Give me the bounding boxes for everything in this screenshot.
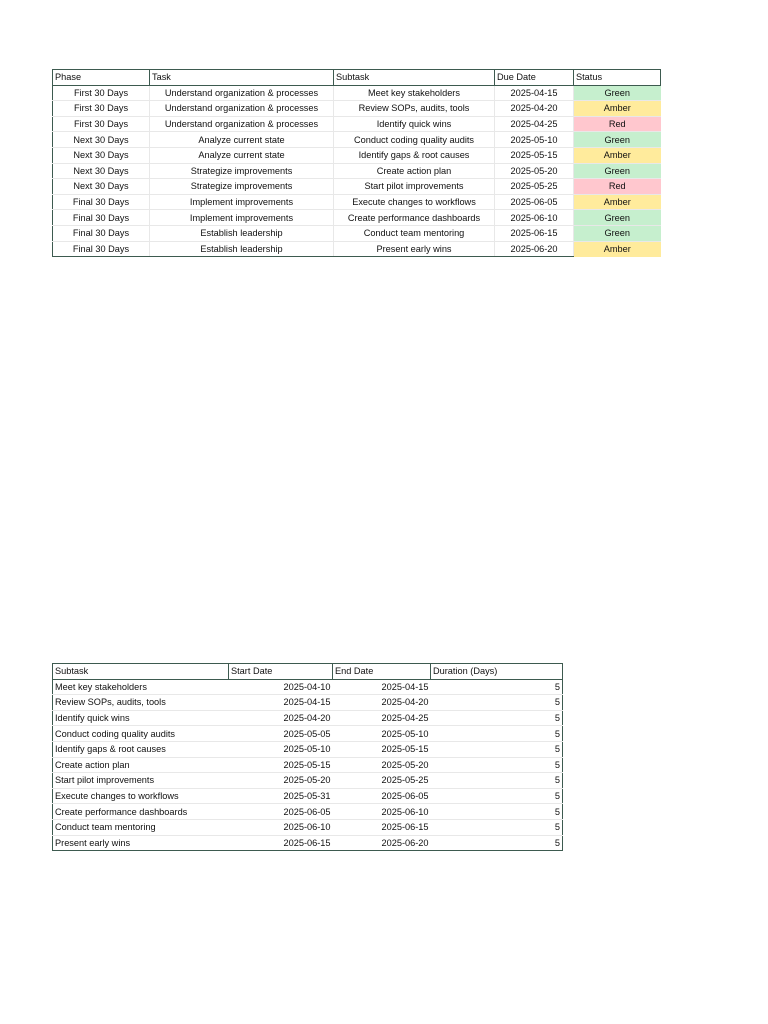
cell-start-date: 2025-06-05 <box>229 804 333 820</box>
cell-duration: 5 <box>431 757 563 773</box>
cell-start-date: 2025-04-10 <box>229 679 333 695</box>
table-row <box>53 116 661 132</box>
cell-subtask: Start pilot improvements <box>53 773 229 789</box>
cell-start-date: 2025-05-20 <box>229 773 333 789</box>
table-row <box>53 741 563 757</box>
plan-table <box>52 69 661 257</box>
cell-start-date: 2025-05-15 <box>229 757 333 773</box>
cell-duration: 5 <box>431 710 563 726</box>
cell-duration: 5 <box>431 773 563 789</box>
table-row <box>53 163 661 179</box>
cell-status: Amber <box>574 101 661 117</box>
table-row <box>53 194 661 210</box>
cell-subtask: Execute changes to workflows <box>334 194 495 210</box>
cell-phase: First 30 Days <box>53 85 150 101</box>
header-start-date: Start Date <box>229 664 333 680</box>
header-phase: Phase <box>53 70 150 86</box>
table-row <box>53 710 563 726</box>
cell-subtask: Conduct coding quality audits <box>53 726 229 742</box>
cell-subtask: Identify gaps & root causes <box>334 147 495 163</box>
table-row <box>53 788 563 804</box>
cell-subtask: Identify gaps & root causes <box>53 741 229 757</box>
cell-end-date: 2025-05-10 <box>333 726 431 742</box>
cell-task: Analyze current state <box>150 147 334 163</box>
table-row <box>53 210 661 226</box>
cell-subtask: Present early wins <box>53 835 229 851</box>
duration-table <box>52 663 563 851</box>
cell-task: Establish leadership <box>150 241 334 257</box>
cell-duration: 5 <box>431 679 563 695</box>
table-row <box>53 726 563 742</box>
cell-status: Green <box>574 225 661 241</box>
cell-due-date: 2025-05-10 <box>495 132 574 148</box>
cell-subtask: Review SOPs, audits, tools <box>334 101 495 117</box>
cell-duration: 5 <box>431 819 563 835</box>
table-row <box>53 757 563 773</box>
cell-subtask: Execute changes to workflows <box>53 788 229 804</box>
cell-end-date: 2025-06-15 <box>333 819 431 835</box>
cell-due-date: 2025-06-10 <box>495 210 574 226</box>
cell-end-date: 2025-04-25 <box>333 710 431 726</box>
cell-end-date: 2025-06-05 <box>333 788 431 804</box>
cell-start-date: 2025-04-15 <box>229 695 333 711</box>
cell-subtask: Review SOPs, audits, tools <box>53 695 229 711</box>
cell-phase: First 30 Days <box>53 101 150 117</box>
cell-subtask: Conduct coding quality audits <box>334 132 495 148</box>
cell-subtask: Create performance dashboards <box>53 804 229 820</box>
cell-duration: 5 <box>431 804 563 820</box>
cell-duration: 5 <box>431 788 563 804</box>
cell-subtask: Start pilot improvements <box>334 179 495 195</box>
table-row <box>53 241 661 257</box>
cell-end-date: 2025-05-15 <box>333 741 431 757</box>
cell-due-date: 2025-04-15 <box>495 85 574 101</box>
cell-task: Understand organization & processes <box>150 85 334 101</box>
cell-subtask: Identify quick wins <box>53 710 229 726</box>
cell-phase: Final 30 Days <box>53 225 150 241</box>
table-row <box>53 132 661 148</box>
cell-subtask: Meet key stakeholders <box>334 85 495 101</box>
cell-status: Amber <box>574 194 661 210</box>
table-row <box>53 85 661 101</box>
table-row <box>53 835 563 851</box>
cell-end-date: 2025-05-25 <box>333 773 431 789</box>
cell-start-date: 2025-06-10 <box>229 819 333 835</box>
cell-phase: Next 30 Days <box>53 179 150 195</box>
cell-start-date: 2025-05-31 <box>229 788 333 804</box>
cell-duration: 5 <box>431 741 563 757</box>
cell-due-date: 2025-04-20 <box>495 101 574 117</box>
cell-task: Understand organization & processes <box>150 116 334 132</box>
cell-subtask: Create performance dashboards <box>334 210 495 226</box>
header-subtask: Subtask <box>53 664 229 680</box>
cell-due-date: 2025-05-15 <box>495 147 574 163</box>
cell-due-date: 2025-06-20 <box>495 241 574 257</box>
cell-subtask: Identify quick wins <box>334 116 495 132</box>
cell-subtask: Conduct team mentoring <box>334 225 495 241</box>
cell-task: Understand organization & processes <box>150 101 334 117</box>
header-subtask: Subtask <box>334 70 495 86</box>
cell-status: Green <box>574 85 661 101</box>
cell-start-date: 2025-05-05 <box>229 726 333 742</box>
cell-end-date: 2025-05-20 <box>333 757 431 773</box>
cell-task: Implement improvements <box>150 194 334 210</box>
cell-end-date: 2025-06-20 <box>333 835 431 851</box>
cell-duration: 5 <box>431 695 563 711</box>
table-row <box>53 225 661 241</box>
duration-table-header-row <box>53 664 563 680</box>
cell-subtask: Create action plan <box>53 757 229 773</box>
cell-status: Amber <box>574 241 661 257</box>
table-row <box>53 819 563 835</box>
cell-task: Strategize improvements <box>150 163 334 179</box>
cell-duration: 5 <box>431 835 563 851</box>
cell-phase: Next 30 Days <box>53 147 150 163</box>
cell-phase: Final 30 Days <box>53 210 150 226</box>
cell-status: Amber <box>574 147 661 163</box>
cell-end-date: 2025-06-10 <box>333 804 431 820</box>
cell-phase: Final 30 Days <box>53 194 150 210</box>
cell-subtask: Present early wins <box>334 241 495 257</box>
cell-subtask: Meet key stakeholders <box>53 679 229 695</box>
cell-status: Green <box>574 163 661 179</box>
cell-subtask: Conduct team mentoring <box>53 819 229 835</box>
cell-phase: Next 30 Days <box>53 163 150 179</box>
table-row <box>53 804 563 820</box>
cell-status: Red <box>574 179 661 195</box>
header-task: Task <box>150 70 334 86</box>
header-status: Status <box>574 70 661 86</box>
cell-phase: Next 30 Days <box>53 132 150 148</box>
cell-due-date: 2025-04-25 <box>495 116 574 132</box>
cell-phase: Final 30 Days <box>53 241 150 257</box>
table-row <box>53 179 661 195</box>
cell-status: Red <box>574 116 661 132</box>
table-row <box>53 695 563 711</box>
cell-due-date: 2025-06-15 <box>495 225 574 241</box>
cell-duration: 5 <box>431 726 563 742</box>
table-row <box>53 773 563 789</box>
table-row <box>53 101 661 117</box>
cell-status: Green <box>574 210 661 226</box>
cell-start-date: 2025-05-10 <box>229 741 333 757</box>
table-row <box>53 679 563 695</box>
cell-task: Strategize improvements <box>150 179 334 195</box>
cell-task: Implement improvements <box>150 210 334 226</box>
cell-due-date: 2025-05-25 <box>495 179 574 195</box>
header-due-date: Due Date <box>495 70 574 86</box>
table-row <box>53 147 661 163</box>
cell-start-date: 2025-04-20 <box>229 710 333 726</box>
cell-task: Analyze current state <box>150 132 334 148</box>
cell-phase: First 30 Days <box>53 116 150 132</box>
cell-subtask: Create action plan <box>334 163 495 179</box>
cell-due-date: 2025-05-20 <box>495 163 574 179</box>
cell-end-date: 2025-04-20 <box>333 695 431 711</box>
cell-end-date: 2025-04-15 <box>333 679 431 695</box>
header-end-date: End Date <box>333 664 431 680</box>
cell-start-date: 2025-06-15 <box>229 835 333 851</box>
cell-status: Green <box>574 132 661 148</box>
header-duration: Duration (Days) <box>431 664 563 680</box>
plan-table-header-row <box>53 70 661 86</box>
cell-task: Establish leadership <box>150 225 334 241</box>
cell-due-date: 2025-06-05 <box>495 194 574 210</box>
